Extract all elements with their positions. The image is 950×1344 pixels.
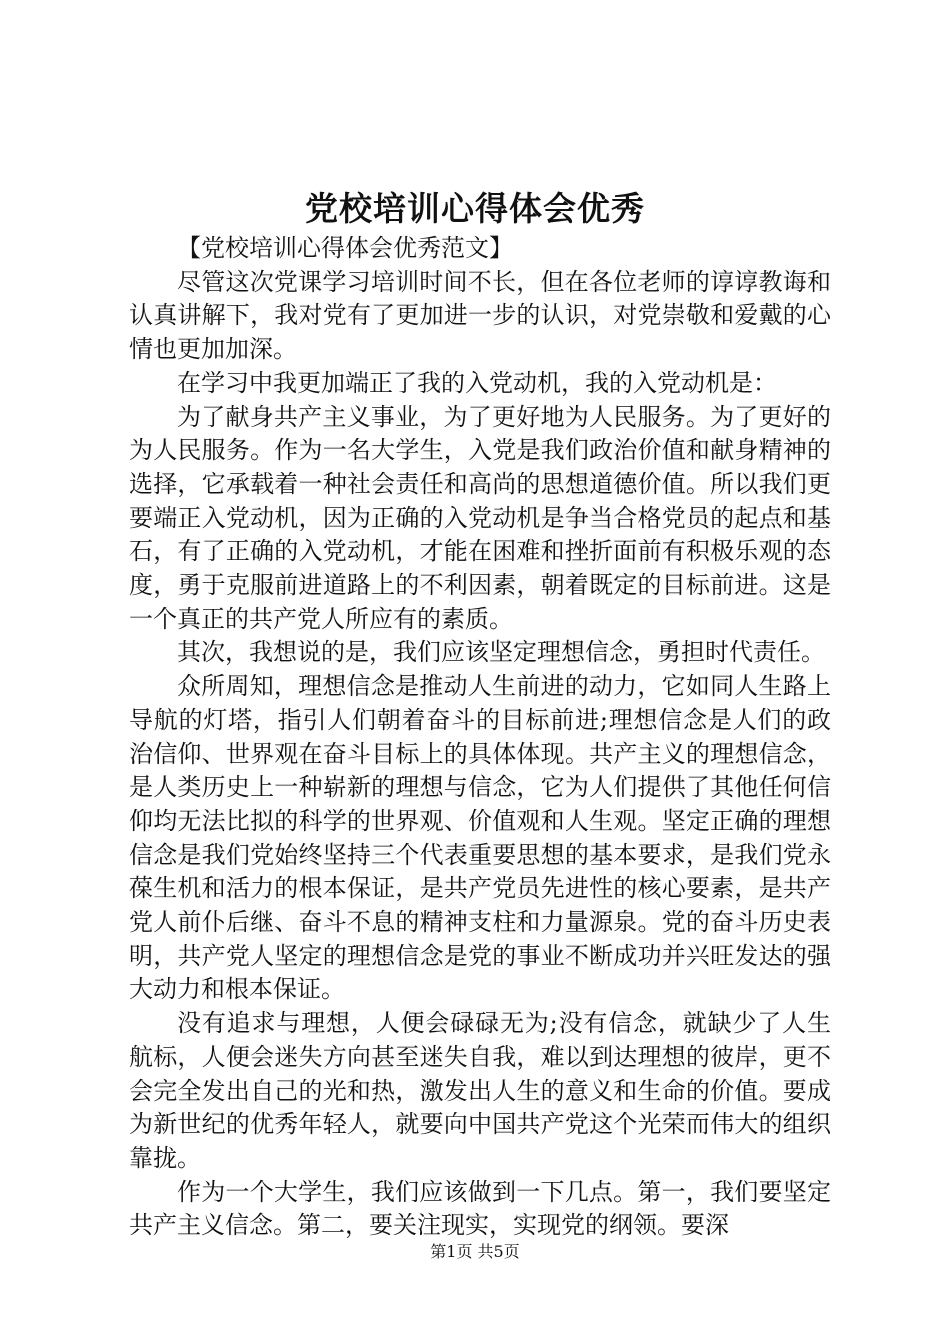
document-title: 党校培训心得体会优秀 [305,189,645,228]
paragraph: 其次，我想说的是，我们应该坚定理想信念，勇担时代责任。 [177,638,825,667]
paragraph-subtitle: 【党校培训心得体会优秀范文】 [177,234,513,262]
paragraph: 没有追求与理想，人便会碌碌无为;没有信念，就缺少了人生航标，人便会迷失方向甚至迷失自我，难以到达理想的彼岸，更不会完全发出自己的光和热，激发出人生的意义和生命的价值。要成为新世纪的优秀年轻人，就要向中国共产党这个光荣而伟大的组织靠拢。 [129,1009,831,1172]
paragraph: 作为一个大学生，我们应该做到一下几点。第一，我们要坚定共产主义信念。第二，要关注现实，实现党的纲领。要深 [129,1177,831,1240]
paragraph: 众所周知，理想信念是推动人生前进的动力，它如同人生路上导航的灯塔，指引人们朝着奋斗的目标前进;理想信念是人们的政治信仰、世界观在奋斗目标上的具体体现。共产主义的理想信念，是人类历史上一种崭新的理想与信念，它为人们提供了其他任何信仰均无法比拟的科学的世界观、价值观和人生观。坚定正确的理想信念是我们党始终坚持三个代表重要思想的基本要求，是我们党永葆生机和活力的根本保证，是共产党员先进性的核心要素，是共产党人前仆后继、奋斗不息的精神支柱和力量源泉。党的奋斗历史表明，共产党人坚定的理想信念是党的事业不断成功并兴旺发达的强大动力和根本保证。 [129,672,831,1004]
document-body [129,232,831,1243]
page-number-footer: 第1页 共5页 [430,1242,520,1261]
paragraph: 为了献身共产主义事业，为了更好地为人民服务。为了更好的为人民服务。作为一名大学生，入党是我们政治价值和献身精神的选择，它承载着一种社会责任和高尚的思想道德价值。所以我们更要端正入党动机，因为正确的入党动机是争当合格党员的起点和基石，有了正确的入党动机，才能在困难和挫折面前有积极乐观的态度，勇于克服前进道路上的不利因素，朝着既定的目标前进。这是一个真正的共产党人所应有的素质。 [129,402,831,633]
paragraph: 在学习中我更加端正了我的入党动机，我的入党动机是： [177,368,777,397]
paragraph: 尽管这次党课学习培训时间不长，但在各位老师的谆谆教诲和认真讲解下，我对党有了更加进一步的认识，对党崇敬和爱戴的心情也更加加深。 [129,267,831,364]
